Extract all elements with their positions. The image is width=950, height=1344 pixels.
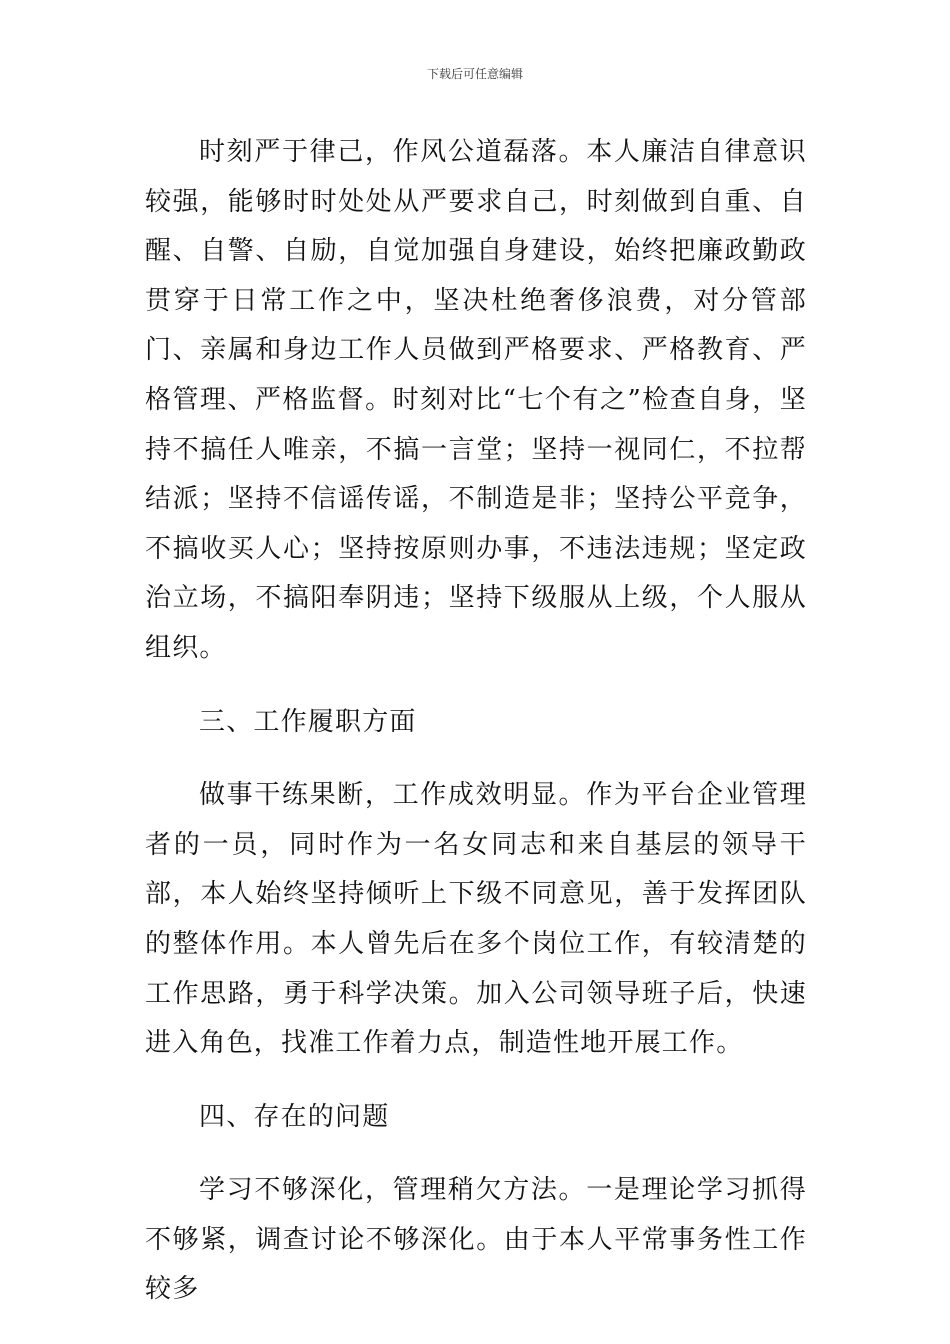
paragraph-work-performance: 做事干练果断，工作成效明显。作为平台企业管理者的一员，同时作为一名女同志和来自基层的领导干部，本人始终坚持倾听上下级不同意见，善于发挥团队的整体作用。本人曾先后在多个岗位工作，有较清楚的工作思路，勇于科学决策。加入公司领导班子后，快速进入角色，找准工作着力点，制造性地开展工作。 [145,780,807,1059]
paragraph-gap [145,1142,807,1166]
paragraph-gap [145,674,807,698]
section-heading-work-performance: 三、工作履职方面 [199,706,417,737]
paragraph-gap [145,747,807,771]
document-body [145,128,807,1315]
section-heading-problems: 四、存在的问题 [199,1101,390,1132]
paragraph-problems: 学习不够深化，管理稍欠方法。一是理论学习抓得不够紧，调查讨论不够深化。由于本人平常事务性工作较多 [145,1175,807,1305]
paragraph-gap [145,1069,807,1093]
paragraph-integrity: 时刻严于律己，作风公道磊落。本人廉洁自律意识较强，能够时时处处从严要求自己，时刻做到自重、自醒、自警、自励，自觉加强自身建设，始终把廉政勤政贯穿于日常工作之中，坚决杜绝奢侈浪费，对分管部门、亲属和身边工作人员做到严格要求、严格教育、严格管理、严格监督。时刻对比“七个有之”检查自身，坚持不搞任人唯亲，不搞一言堂；坚持一视同仁，不拉帮结派；坚持不信谣传谣，不制造是非；坚持公平竞争，不搞收买人心；坚持按原则办事，不违法违规；坚定政治立场，不搞阳奉阴违；坚持下级服从上级，个人服从组织。 [145,137,807,663]
header-note: 下载后可任意编辑 [426,67,523,81]
